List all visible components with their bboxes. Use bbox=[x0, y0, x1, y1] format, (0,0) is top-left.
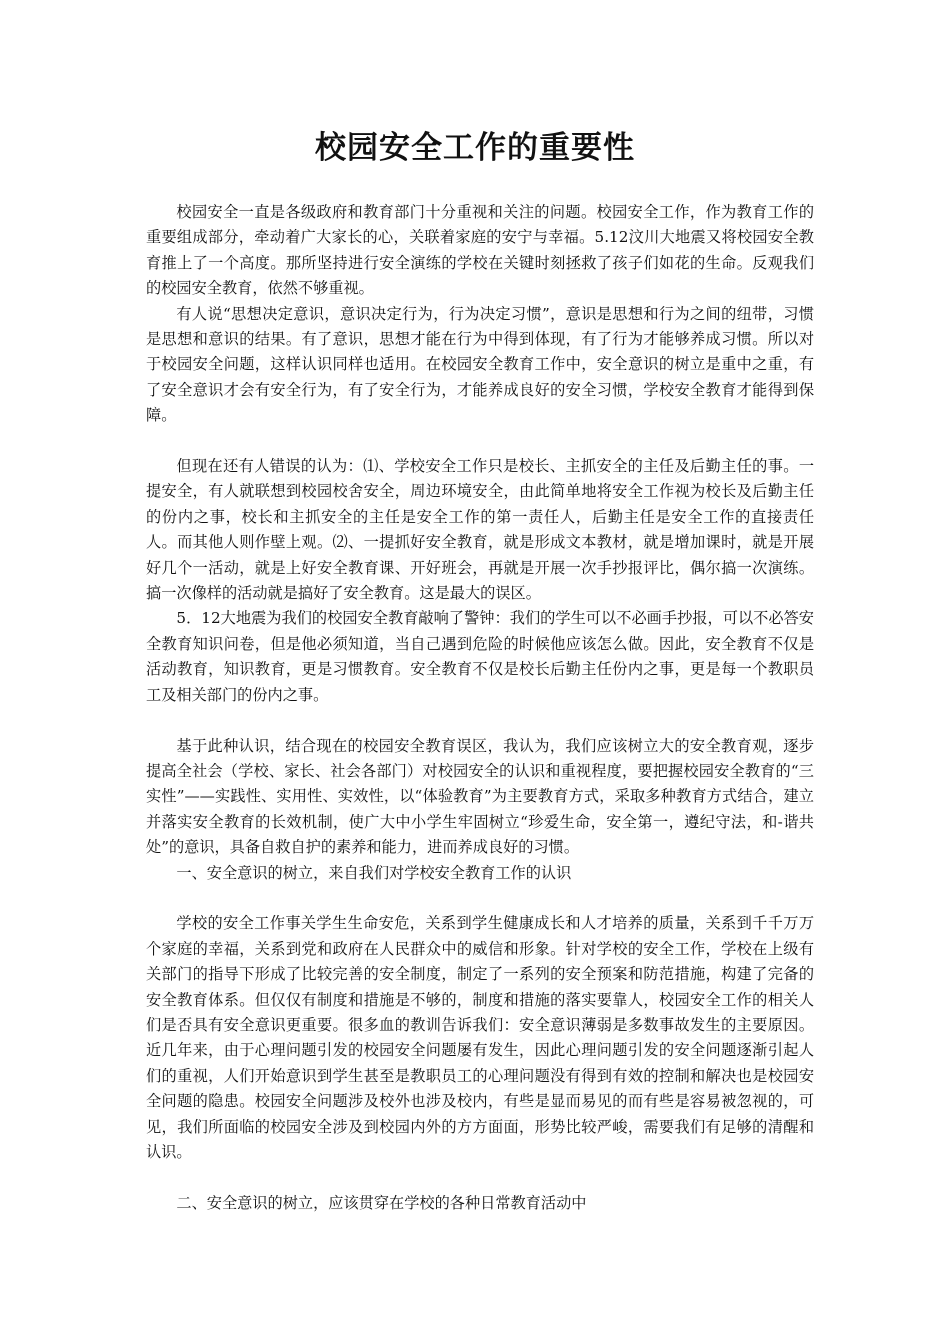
paragraph-spacer bbox=[146, 1165, 814, 1190]
paragraph-1: 校园安全一直是各级政府和教育部门十分重视和关注的问题。校园安全工作，作为教育工作的重要组成部分，牵动着广大家长的心，关联着家庭的安宁与幸福。5.12汶川大地震又将校园安全教育推上了一个高度。那所坚持进行安全演练的学校在关键时刻拯救了孩子们如花的生命。反观我们的校园安全教育，依然不够重视。 bbox=[146, 203, 814, 298]
document-body bbox=[146, 200, 814, 1216]
document-title: 校园安全工作的重要性 bbox=[315, 130, 635, 166]
paragraph-3: 但现在还有人错误的认为：⑴、学校安全工作只是校长、主抓安全的主任及后勤主任的事。一提安全，有人就联想到校园校舍安全，周边环境安全，由此简单地将安全工作视为校长及后勤主任的份内之事，校长和主抓安全的主任是安全工作的第一责任人，后勤主任是安全工作的直接责任人。而其他人则作壁上观。⑵、一提抓好安全教育，就是形成文本教材，就是增加课时，就是开展好几个一活动，就是上好安全教育课、开好班会，再就是开展一次手抄报评比，偶尔搞一次演练。搞一次像样的活动就是搞好了安全教育。这是最大的误区。 bbox=[146, 457, 814, 603]
paragraph-spacer bbox=[146, 708, 814, 733]
section-heading-1: 一、安全意识的树立，来自我们对学校安全教育工作的认识 bbox=[176, 863, 572, 882]
paragraph-6: 学校的安全工作事关学生生命安危，关系到学生健康成长和人才培养的质量，关系到千千万万个家庭的幸福，关系到党和政府在人民群众中的威信和形象。针对学校的安全工作，学校在上级有关部门的指导下形成了比较完善的安全制度，制定了一系列的安全预案和防范措施，构建了完备的安全教育体系。但仅仅有制度和措施是不够的，制度和措施的落实要靠人，校园安全工作的相关人们是否具有安全意识更重要。很多血的教训告诉我们：安全意识薄弱是多数事故发生的主要原因。近几年来，由于心理问题引发的校园安全问题屡有发生，因此心理问题引发的安全问题逐渐引起人们的重视，人们开始意识到学生甚至是教职员工的心理问题没有得到有效的控制和解决也是校园安全问题的隐患。校园安全问题涉及校外也涉及校内，有些是显而易见的而有些是容易被忽视的，可见，我们所面临的校园安全涉及到校园内外的方方面面，形势比较严峻，需要我们有足够的清醒和认识。 bbox=[146, 914, 814, 1161]
paragraph-2: 有人说“思想决定意识，意识决定行为，行为决定习惯”，意识是思想和行为之间的纽带，习惯是思想和意识的结果。有了意识，思想才能在行为中得到体现，有了行为才能够养成习惯。所以对于校园安全问题，这样认识同样也适用。在校园安全教育工作中，安全意识的树立是重中之重，有了安全意识才会有安全行为，有了安全行为，才能养成良好的安全习惯，学校安全教育才能得到保障。 bbox=[146, 304, 814, 425]
paragraph-spacer bbox=[146, 429, 814, 454]
section-heading-2: 二、安全意识的树立，应该贯穿在学校的各种日常教育活动中 bbox=[176, 1193, 587, 1212]
paragraph-5: 基于此种认识，结合现在的校园安全教育误区，我认为，我们应该树立大的安全教育观，逐步提高全社会（学校、家长、社会各部门）对校园安全的认识和重视程度，要把握校园安全教育的“三实性”——实践性、实用性、实效性，以“体验教育”为主要教育方式，采取多种教育方式结合，建立并落实安全教育的长效机制，使广大中小学生牢固树立“珍爱生命，安全第一，遵纪守法，和-谐共处”的意识，具备自救自护的素养和能力，进而养成良好的习惯。 bbox=[146, 736, 814, 857]
paragraph-4: 5．12大地震为我们的校园安全教育敲响了警钟：我们的学生可以不必画手抄报，可以不必答安全教育知识问卷，但是他必须知道，当自己遇到危险的时候他应该怎么做。因此，安全教育不仅是活动教育，知识教育，更是习惯教育。安全教育不仅是校长后勤主任份内之事，更是每一个教职员工及相关部门的份内之事。 bbox=[146, 609, 814, 704]
paragraph-spacer bbox=[146, 886, 814, 911]
